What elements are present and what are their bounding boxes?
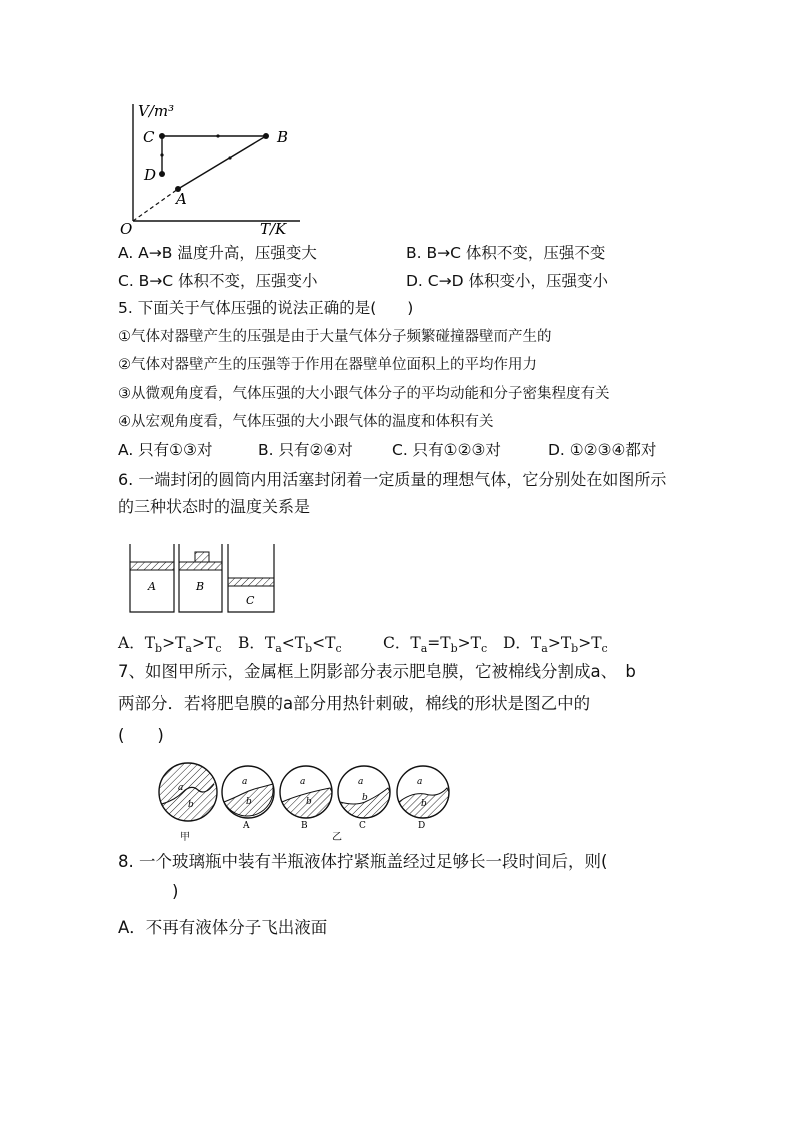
q7-line2: 两部分．若将肥皂膜的a部分用热针刺破，棉线的形状是图乙中的: [118, 694, 591, 713]
q5-statement-1: ①气体对器壁产生的压强是由于大量气体分子频繁碰撞器壁而产生的: [118, 329, 552, 345]
q6-stem-line2: 的三种状态时的温度关系是: [118, 497, 311, 516]
svg-text:A: A: [243, 821, 250, 831]
q5-statement-3: ③从微观角度看，气体压强的大小跟气体分子的平均动能和分子密集程度有关: [118, 386, 610, 402]
q6-stem-line1: 6. 一端封闭的圆筒内用活塞封闭着一定质量的理想气体，它分别处在如图所示: [118, 470, 667, 489]
label-b: B: [277, 128, 289, 146]
label-jia: 甲: [180, 832, 190, 842]
point-c: [159, 133, 165, 139]
q5-option-d: D. ①②③④都对: [548, 441, 657, 459]
dashed-extension: [133, 189, 178, 221]
soap-film-figure: [150, 762, 460, 842]
svg-text:a: a: [417, 777, 423, 787]
cylinders-figure: [124, 540, 284, 616]
svg-text:a: a: [358, 777, 364, 787]
q5-option-a: A. 只有①③对: [118, 441, 213, 459]
svg-text:D: D: [418, 821, 426, 831]
svg-text:a: a: [300, 777, 306, 787]
line-ab: [178, 136, 266, 189]
svg-text:b: b: [306, 797, 312, 807]
q8-line2: ): [172, 882, 179, 901]
svg-text:b: b: [421, 799, 427, 809]
q6-option-c: C．$T_a=T_b>T_c$: [383, 634, 488, 656]
label-c: C: [143, 128, 155, 146]
q4-option-a: A. A→B 温度升高，压强变大: [118, 244, 317, 262]
q6-option-b: B．$T_a<T_b<T_c$: [238, 634, 342, 656]
y-axis-label: V/m³: [138, 102, 175, 120]
q8-option-a: A．不再有液体分子飞出液面: [118, 918, 328, 937]
option-circle-b: [280, 766, 332, 831]
svg-text:b: b: [362, 793, 368, 803]
svg-text:a: a: [242, 777, 248, 787]
q7-line1: 7、如图甲所示，金属框上阴影部分表示肥皂膜，它被棉线分割成a、 b: [118, 662, 636, 681]
q8-line1: 8. 一个玻璃瓶中装有半瓶液体拧紧瓶盖经过足够长一段时间后，则(: [118, 852, 608, 871]
cylinder-c-label: C: [246, 594, 255, 607]
q7-line3: ( ): [118, 726, 164, 745]
q5-option-c: C. 只有①②③对: [392, 441, 501, 459]
option-circle-a: [222, 766, 274, 831]
circle-jia: [159, 763, 217, 821]
svg-text:C: C: [359, 821, 366, 831]
q4-option-d: D. C→D 体积变小，压强变小: [406, 272, 608, 290]
q5-option-b: B. 只有②④对: [258, 441, 353, 459]
q4-option-c: C. B→C 体积不变，压强变小: [118, 272, 318, 290]
q5-statement-2: ②气体对器壁产生的压强等于作用在器壁单位面积上的平均作用力: [118, 357, 537, 373]
svg-text:b: b: [246, 797, 252, 807]
q5-statement-4: ④从宏观角度看，气体压强的大小跟气体的温度和体积有关: [118, 414, 494, 430]
q6-option-a: A．$T_b>T_a>T_c$: [118, 634, 222, 656]
svg-text:B: B: [301, 821, 308, 831]
q4-option-b: B. B→C 体积不变，压强不变: [406, 244, 606, 262]
point-b: [263, 133, 269, 139]
cylinder-a-label: A: [148, 580, 156, 593]
option-circle-c: [338, 766, 390, 831]
option-circle-d: [397, 766, 449, 831]
label-d: D: [144, 166, 157, 184]
point-d: [159, 171, 165, 177]
q6-option-d: D．$T_a>T_b>T_c$: [503, 634, 608, 656]
label-yi: 乙: [332, 832, 342, 842]
q5-stem: 5. 下面关于气体压强的说法正确的是( ): [118, 299, 414, 317]
svg-text:b: b: [188, 800, 194, 810]
vt-graph: [110, 96, 310, 236]
label-a: A: [176, 190, 187, 208]
svg-text:a: a: [178, 783, 184, 793]
cylinder-b-label: B: [196, 580, 205, 593]
x-axis-label: T/K: [260, 220, 287, 236]
origin-label: O: [120, 220, 133, 236]
